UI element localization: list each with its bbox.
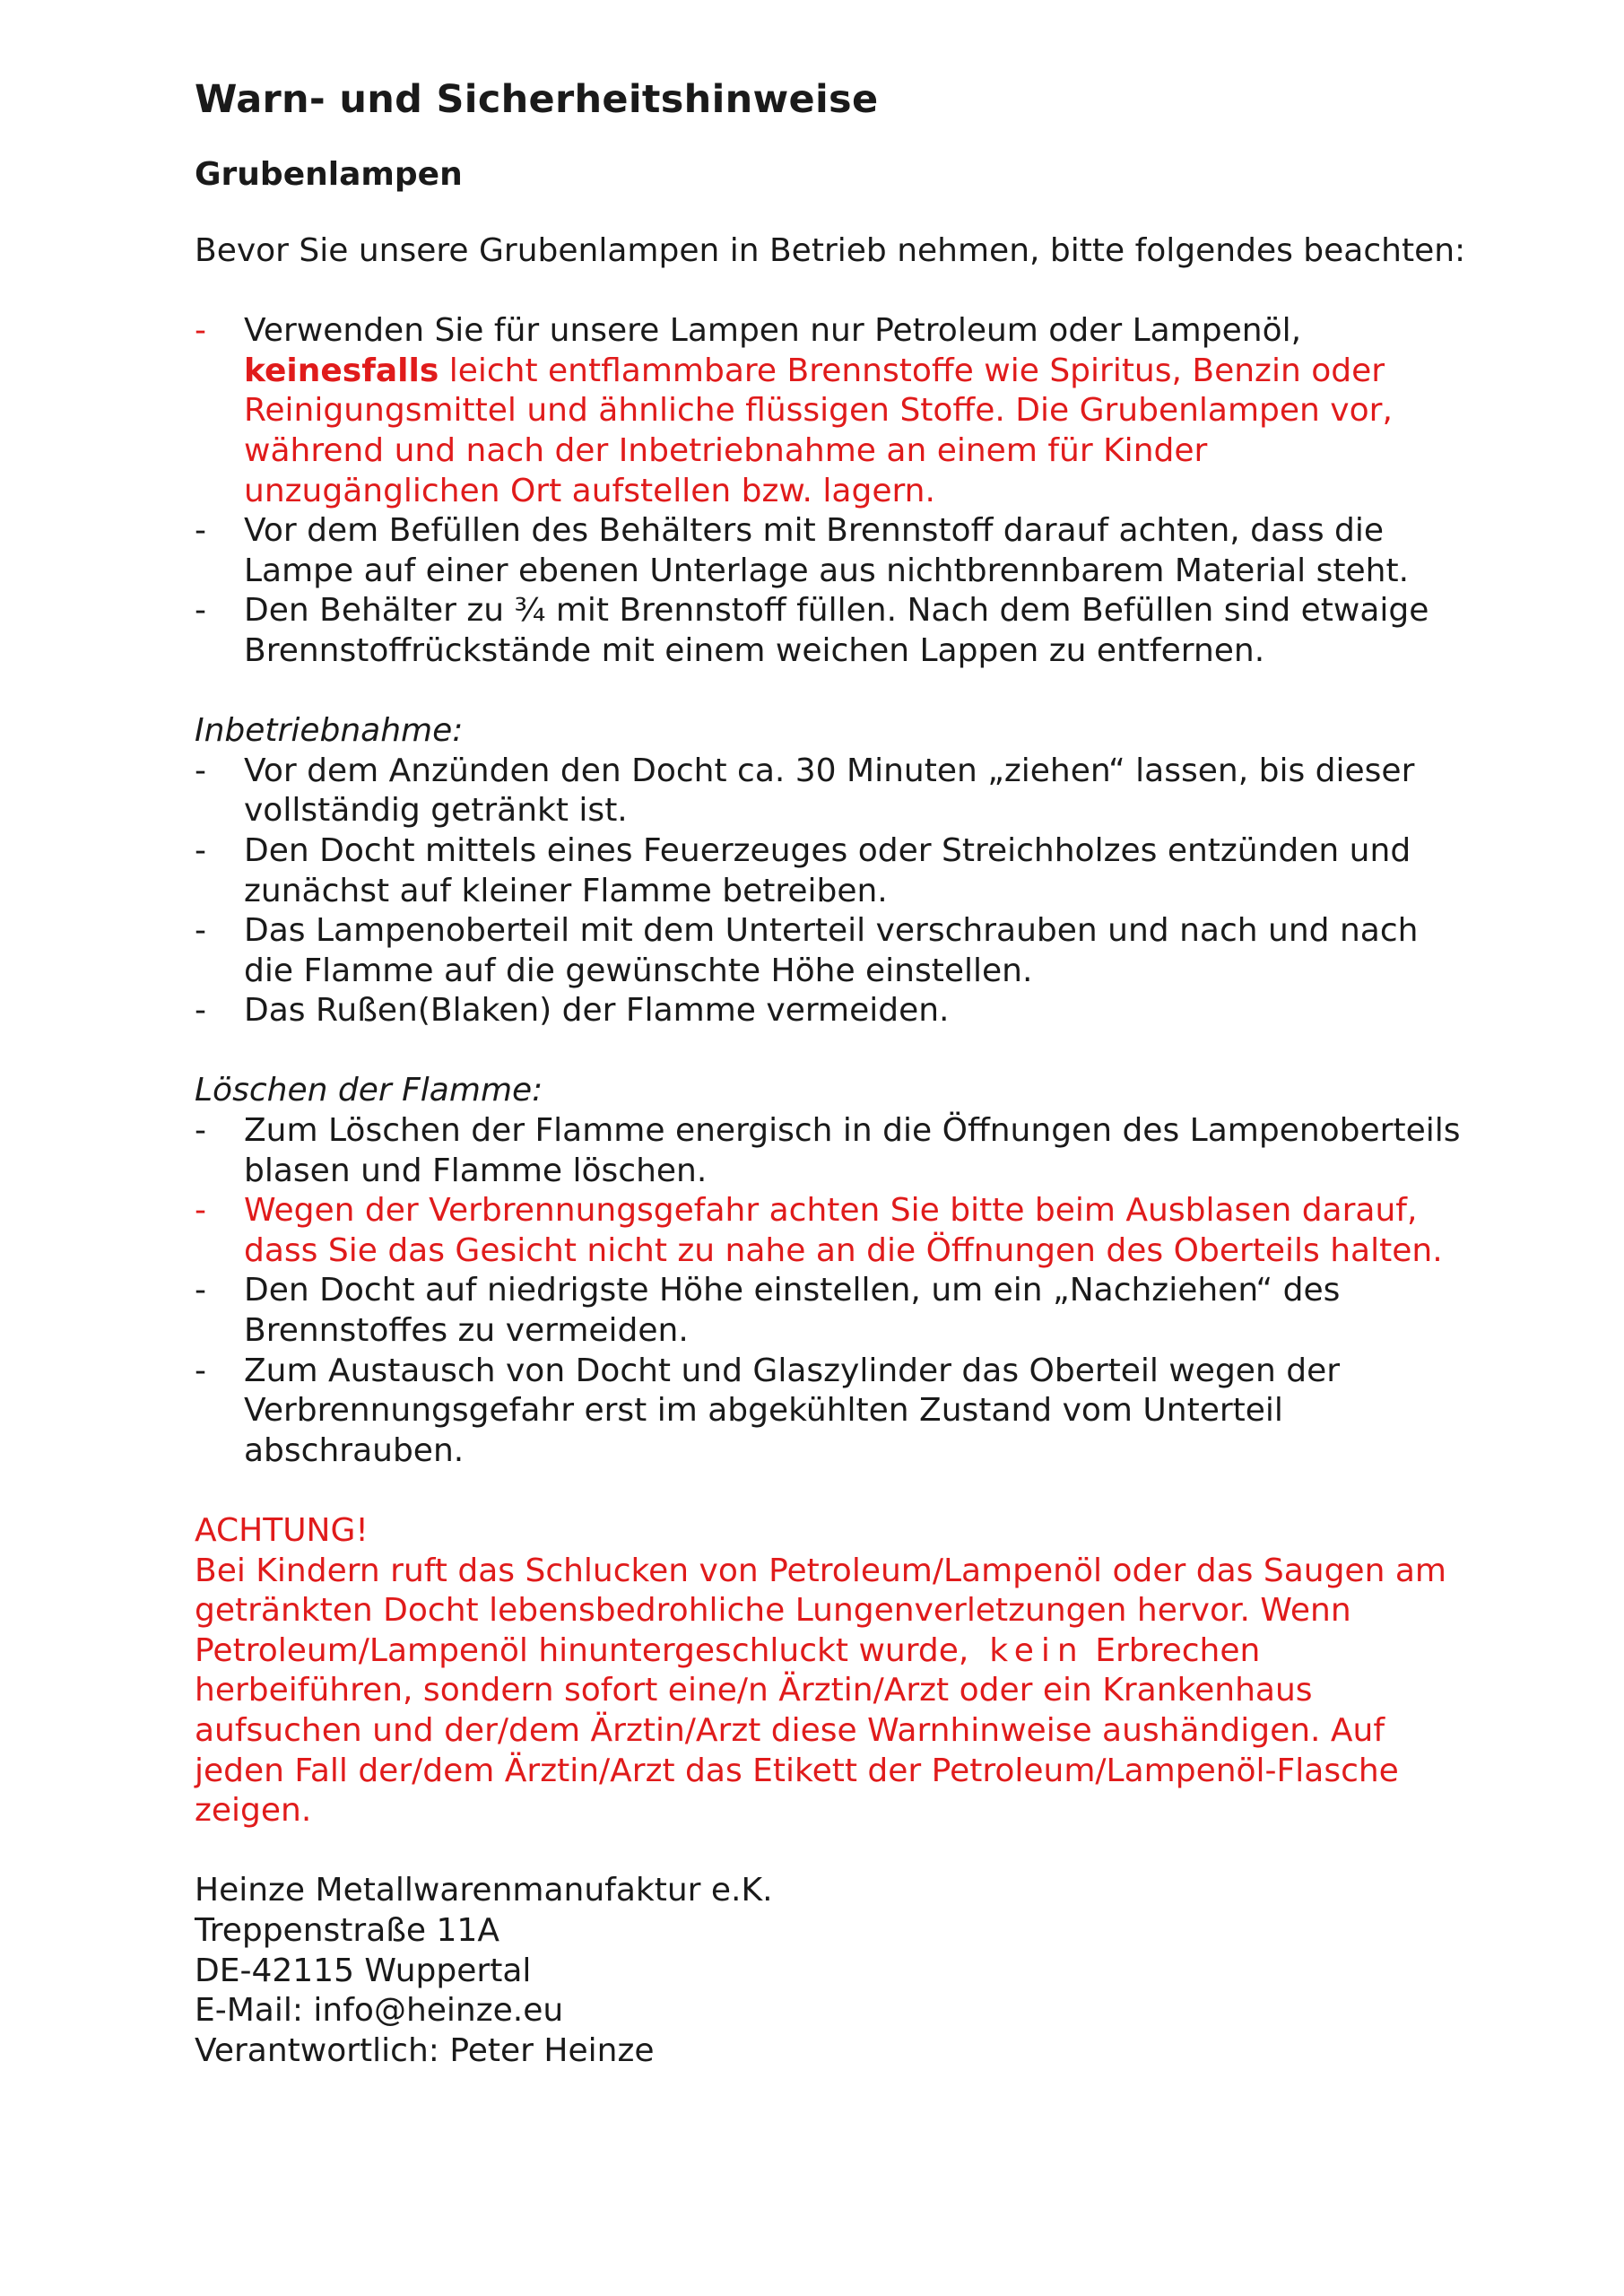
document-title: Warn- und Sicherheitshinweise [195, 77, 879, 122]
section-heading-start: Inbetriebnahme: [195, 712, 464, 750]
warning-text-part-2: Erbrechen herbeiführen, sondern sofort eine/n Ärztin/Arzt oder ein Krankenhaus aufsuchen und der/dem Ärztin/Arzt diese Warnhinweise aushändigen. Auf jeden Fall der/dem Ärztin/Arzt das Etikett der Petroleum/Lampenöl-Flasche zeigen. [195, 1631, 1399, 1830]
list-item-text: Den Behälter zu ¾ mit Brennstoff füllen. Nach dem Befüllen sind etwaige Brennstoffrückstände mit einem weichen Lappen zu entfernen. [244, 592, 1429, 669]
list-item-text: Verwenden Sie für unsere Lampen nur Petroleum oder Lampenöl, [244, 312, 1302, 350]
list-item-text: Den Docht mittels eines Feuerzeuges oder Streichholzes entzünden und zunächst auf kleiner Flamme betreiben. [244, 831, 1411, 909]
list-item [195, 991, 1468, 1031]
warning-block [195, 1511, 1468, 1831]
dash-bullet: - [195, 1192, 206, 1230]
dash-bullet: - [195, 592, 206, 630]
list-item [195, 752, 1468, 831]
dash-bullet: - [195, 992, 206, 1030]
list-item [195, 831, 1468, 911]
dash-bullet: - [195, 912, 206, 950]
list-item [195, 911, 1468, 991]
responsible-person: Verantwortlich: Peter Heinze [195, 2031, 655, 2069]
list-item-text: Zum Austausch von Docht und Glaszylinder das Oberteil wegen der Verbrennungsgefahr erst im abgekühlten Zustand vom Unterteil abschrauben. [244, 1352, 1341, 1469]
extinguish-list [195, 1111, 1468, 1471]
company-address [195, 1871, 1468, 2071]
warning-text-part-1: Bei Kindern ruft das Schlucken von Petroleum/Lampenöl oder das Saugen am getränkten Docht lebensbedrohliche Lungenverletzungen hervor. Wenn Petroleum/Lampenöl hinuntergeschluckt wurde, [195, 1552, 1446, 1669]
preparation-list [195, 311, 1468, 671]
dash-bullet: - [195, 1112, 206, 1150]
dash-bullet: - [195, 512, 206, 550]
intro-text: Bevor Sie unsere Grubenlampen in Betrieb nehmen, bitte folgendes beachten: [195, 232, 1466, 269]
warning-text: leicht entflammbare Brennstoffe wie Spiritus, Benzin oder Reinigungsmittel und ähnliche flüssigen Stoffe. Die Grubenlampen vor, während und nach der Inbetriebnahme an einem für Kinder unzugänglichen Ort aufstellen bzw. lagern. [244, 352, 1393, 509]
list-item-text: Wegen der Verbrennungsgefahr achten Sie bitte beim Ausblasen darauf, dass Sie das Gesicht nicht zu nahe an die Öffnungen des Oberteils halten. [244, 1192, 1443, 1269]
emphasis-keinesfalls: keinesfalls [244, 352, 439, 389]
dash-bullet: - [195, 1272, 206, 1309]
list-item-text: Das Rußen(Blaken) der Flamme vermeiden. [244, 992, 950, 1030]
section-heading-extinguish: Löschen der Flamme: [195, 1072, 543, 1109]
dash-bullet: - [195, 752, 206, 789]
list-item [195, 1111, 1468, 1191]
document-subtitle: Grubenlampen [195, 156, 463, 193]
warning-heading: ACHTUNG! [195, 1512, 369, 1549]
list-item-text: Vor dem Anzünden den Docht ca. 30 Minuten „ziehen“ lassen, bis dieser vollständig getränkt ist. [244, 752, 1415, 830]
list-item [195, 1271, 1468, 1351]
list-item-text: Den Docht auf niedrigste Höhe einstellen, um ein „Nachziehen“ des Brennstoffes zu vermeiden. [244, 1272, 1341, 1350]
document-page [195, 74, 1468, 2071]
list-item [195, 591, 1468, 671]
dash-bullet: - [195, 831, 206, 869]
dash-bullet: - [195, 312, 206, 350]
company-name: Heinze Metallwarenmanufaktur e.K. [195, 1872, 773, 1909]
list-item-text: Vor dem Befüllen des Behälters mit Brennstoff darauf achten, dass die Lampe auf einer ebenen Unterlage aus nichtbrennbarem Material steht. [244, 512, 1410, 589]
dash-bullet: - [195, 1352, 206, 1389]
list-item-warning [195, 1191, 1468, 1271]
list-item-text: Das Lampenoberteil mit dem Unterteil verschrauben und nach und nach die Flamme auf die gewünschte Höhe einstellen. [244, 912, 1419, 989]
warning-emphasis-kein: kein [989, 1631, 1085, 1669]
list-item [195, 1352, 1468, 1472]
email: E-Mail: info@heinze.eu [195, 1992, 564, 2030]
warning-text [195, 1552, 1468, 1831]
city: DE-42115 Wuppertal [195, 1952, 532, 1989]
list-item [195, 511, 1468, 591]
start-list [195, 752, 1468, 1031]
list-item-text: Zum Löschen der Flamme energisch in die Öffnungen des Lampenoberteils blasen und Flamme löschen. [244, 1112, 1461, 1189]
street: Treppenstraße 11A [195, 1911, 499, 1949]
list-item [195, 311, 1468, 511]
